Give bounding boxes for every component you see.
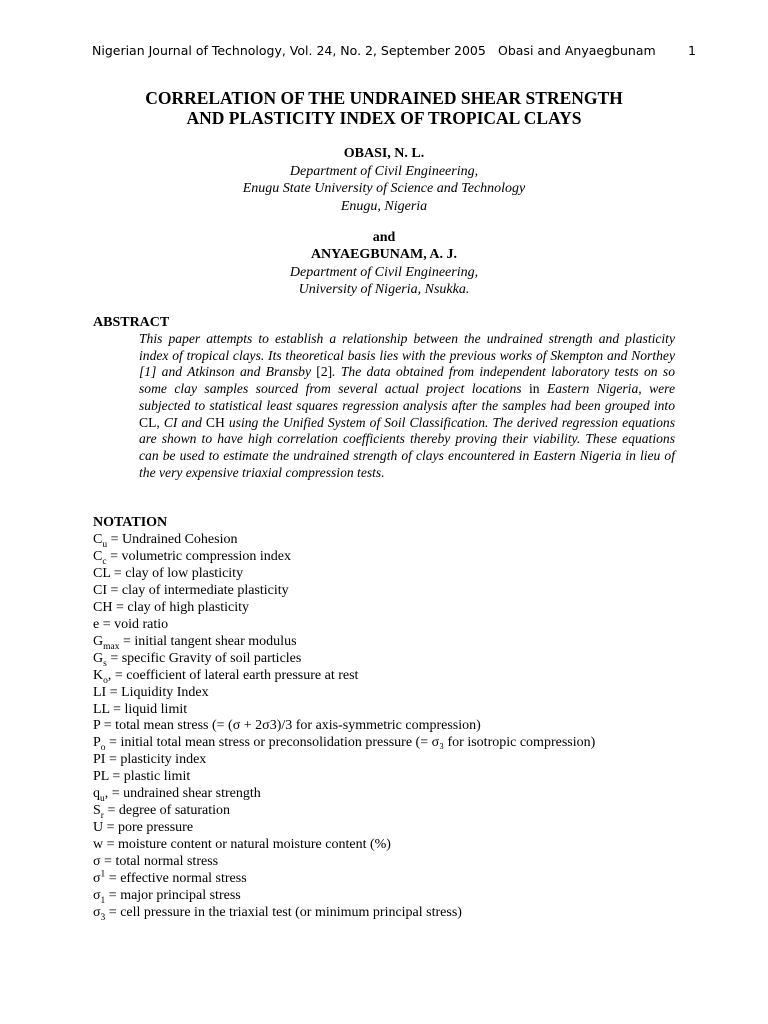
notation-item	[93, 668, 595, 685]
notation-item	[93, 837, 595, 854]
author-name-2: ANYAEGBUNAM, A. J.	[310, 247, 458, 262]
notation-symbol: LL	[93, 701, 110, 717]
notation-item	[93, 634, 595, 651]
notation-symbol: σ	[93, 871, 101, 887]
author-block-2	[0, 246, 768, 299]
notation-symbol: U	[93, 820, 104, 836]
notation-item	[93, 685, 595, 702]
title-line-1: CORRELATION OF THE UNDRAINED SHEAR STRENGTH	[145, 88, 623, 108]
abstract-heading: ABSTRACT	[93, 315, 170, 330]
author-name-1: OBASI, N. L.	[343, 146, 425, 161]
notation-symbol: P	[93, 735, 101, 751]
notation-item	[93, 820, 595, 837]
notation-item	[93, 905, 595, 922]
notation-symbol: PL	[93, 769, 109, 785]
notation-subscript: 1	[100, 895, 106, 906]
notation-item	[93, 752, 595, 769]
notation-definition: , = undrained shear strength	[104, 786, 261, 802]
author-institution-1: Enugu State University of Science and Technology	[242, 181, 526, 196]
notation-definition: = liquid limit	[109, 701, 188, 717]
author-location-1: Enugu, Nigeria	[340, 198, 428, 214]
running-head	[92, 43, 696, 61]
notation-item	[93, 532, 595, 549]
abstract-text-4: using the Unified System of Soil Classification. The derived regression equations are shown to have high correlation coefficients thereby proving their viability. These equations can be used to estimate the undrained strength of clays encountered in Eastern Nigeria in lieu of the very expensive triaxial compression tests.	[139, 414, 675, 480]
notation-subscript: max	[103, 641, 120, 652]
notation-definition: = cell pressure in the triaxial test (or minimum principal stress)	[105, 904, 462, 920]
notation-definition: = moisture content or natural moisture content (%)	[103, 837, 391, 853]
notation-definition: = initial total mean stress or preconsolidation pressure (= σ₃ for isotropic compression)	[105, 735, 596, 751]
notation-item	[93, 600, 595, 617]
journal-citation: Nigerian Journal of Technology, Vol. 24, No. 2, September 2005	[92, 43, 486, 58]
notation-definition: = initial tangent shear modulus	[119, 633, 297, 649]
notation-symbol: q	[93, 786, 100, 802]
notation-symbol: w	[93, 837, 104, 853]
notation-definition: = degree of saturation	[103, 803, 231, 819]
notation-symbol: G	[93, 633, 104, 649]
notation-symbol: C	[93, 532, 103, 547]
abstract-body	[139, 331, 675, 481]
abstract-text-3: Eastern Nigeria, were subjected to statistical least squares regression analysis after the samples had been grouped into	[139, 381, 675, 413]
notation-definition: = effective normal stress	[105, 871, 247, 887]
notation-symbol: G	[93, 650, 104, 666]
notation-subscript: 3	[100, 912, 106, 923]
notation-definition: = pore pressure	[103, 820, 194, 836]
notation-definition: = volumetric compression index	[106, 548, 291, 564]
title-line-2: AND PLASTICITY INDEX OF TROPICAL CLAYS	[186, 108, 582, 128]
notation-item	[93, 871, 595, 888]
notation-symbol: CH	[93, 599, 113, 615]
abstract-ch: CH	[205, 414, 225, 430]
notation-symbol: CI	[93, 582, 107, 598]
notation-superscript: 1	[100, 869, 106, 880]
notation-definition: = total normal stress	[100, 854, 219, 870]
notation-item	[93, 718, 595, 735]
notation-subscript: o	[103, 675, 108, 686]
paper-title	[0, 88, 768, 128]
notation-symbol: P	[93, 718, 101, 734]
notation-symbol: σ	[93, 888, 101, 904]
notation-item	[93, 651, 595, 668]
notation-subscript: u	[102, 539, 108, 550]
abstract-ci: CI and	[163, 414, 206, 430]
notation-list	[93, 532, 595, 922]
notation-symbol: K	[93, 667, 104, 683]
notation-definition: = void ratio	[99, 616, 169, 632]
notation-symbol: PI	[93, 752, 106, 768]
notation-symbol: σ	[93, 854, 101, 870]
notation-subscript: u	[100, 794, 105, 805]
notation-definition: = specific Gravity of soil particles	[106, 650, 302, 666]
notation-symbol: CL	[93, 565, 111, 581]
notation-item	[93, 583, 595, 600]
notation-symbol: LI	[93, 684, 107, 700]
notation-item	[93, 702, 595, 719]
author-block-1	[0, 145, 768, 215]
abstract-cl: CL	[139, 414, 157, 430]
author-conjunction: and	[372, 230, 396, 245]
notation-symbol: C	[93, 548, 103, 564]
author-institution-2: University of Nigeria, Nsukka.	[298, 282, 470, 297]
notation-item	[93, 549, 595, 566]
notation-subscript: r	[100, 811, 104, 822]
notation-item	[93, 854, 595, 871]
abstract-text-1: This paper attempts to establish a relationship between the undrained strength and plasticity index of tropical clays. Its theoretical basis lies with the previous works of Skempton and Northey [1] and Atkinson and Bransby	[139, 331, 675, 380]
abstract-text-2: . The data obtained from independent laboratory tests on so some clay samples sourced from several actual project locations	[139, 364, 675, 397]
notation-definition: = major principal stress	[105, 888, 241, 904]
abstract-in-word: in	[529, 381, 540, 397]
notation-definition: = Undrained Cohesion	[107, 532, 238, 547]
notation-subscript: o	[100, 743, 106, 754]
notation-definition: , = coefficient of lateral earth pressure at rest	[107, 667, 359, 683]
notation-item	[93, 888, 595, 905]
running-head-authors: Obasi and Anyaegbunam	[498, 43, 656, 58]
notation-item	[93, 769, 595, 786]
notation-symbol: σ	[93, 904, 101, 920]
notation-symbol: S	[93, 803, 101, 819]
notation-definition: = clay of low plasticity	[110, 565, 244, 581]
notation-heading: NOTATION	[93, 515, 168, 530]
notation-definition: = Liquidity Index	[106, 684, 209, 700]
notation-definition: = plasticity index	[105, 752, 207, 768]
notation-subscript: c	[102, 556, 107, 567]
notation-definition: = plastic limit	[108, 769, 191, 785]
notation-item	[93, 617, 595, 634]
author-dept-2: Department of Civil Engineering,	[289, 264, 479, 280]
notation-subscript: s	[103, 658, 107, 669]
notation-definition: = clay of high plasticity	[112, 599, 250, 615]
notation-symbol: e	[93, 616, 100, 632]
notation-definition: = total mean stress (= (σ + 2σ3)/3 for axis-symmetric compression)	[100, 718, 481, 734]
author-dept-1: Department of Civil Engineering,	[289, 163, 479, 179]
abstract-comma: ,	[156, 414, 164, 430]
notation-item	[93, 786, 595, 803]
page-number: 1	[688, 43, 696, 58]
notation-item	[93, 803, 595, 820]
notation-item	[93, 566, 595, 583]
abstract-ref-2: [2]	[316, 364, 333, 380]
notation-definition: = clay of intermediate plasticity	[107, 582, 289, 598]
notation-item	[93, 735, 595, 752]
